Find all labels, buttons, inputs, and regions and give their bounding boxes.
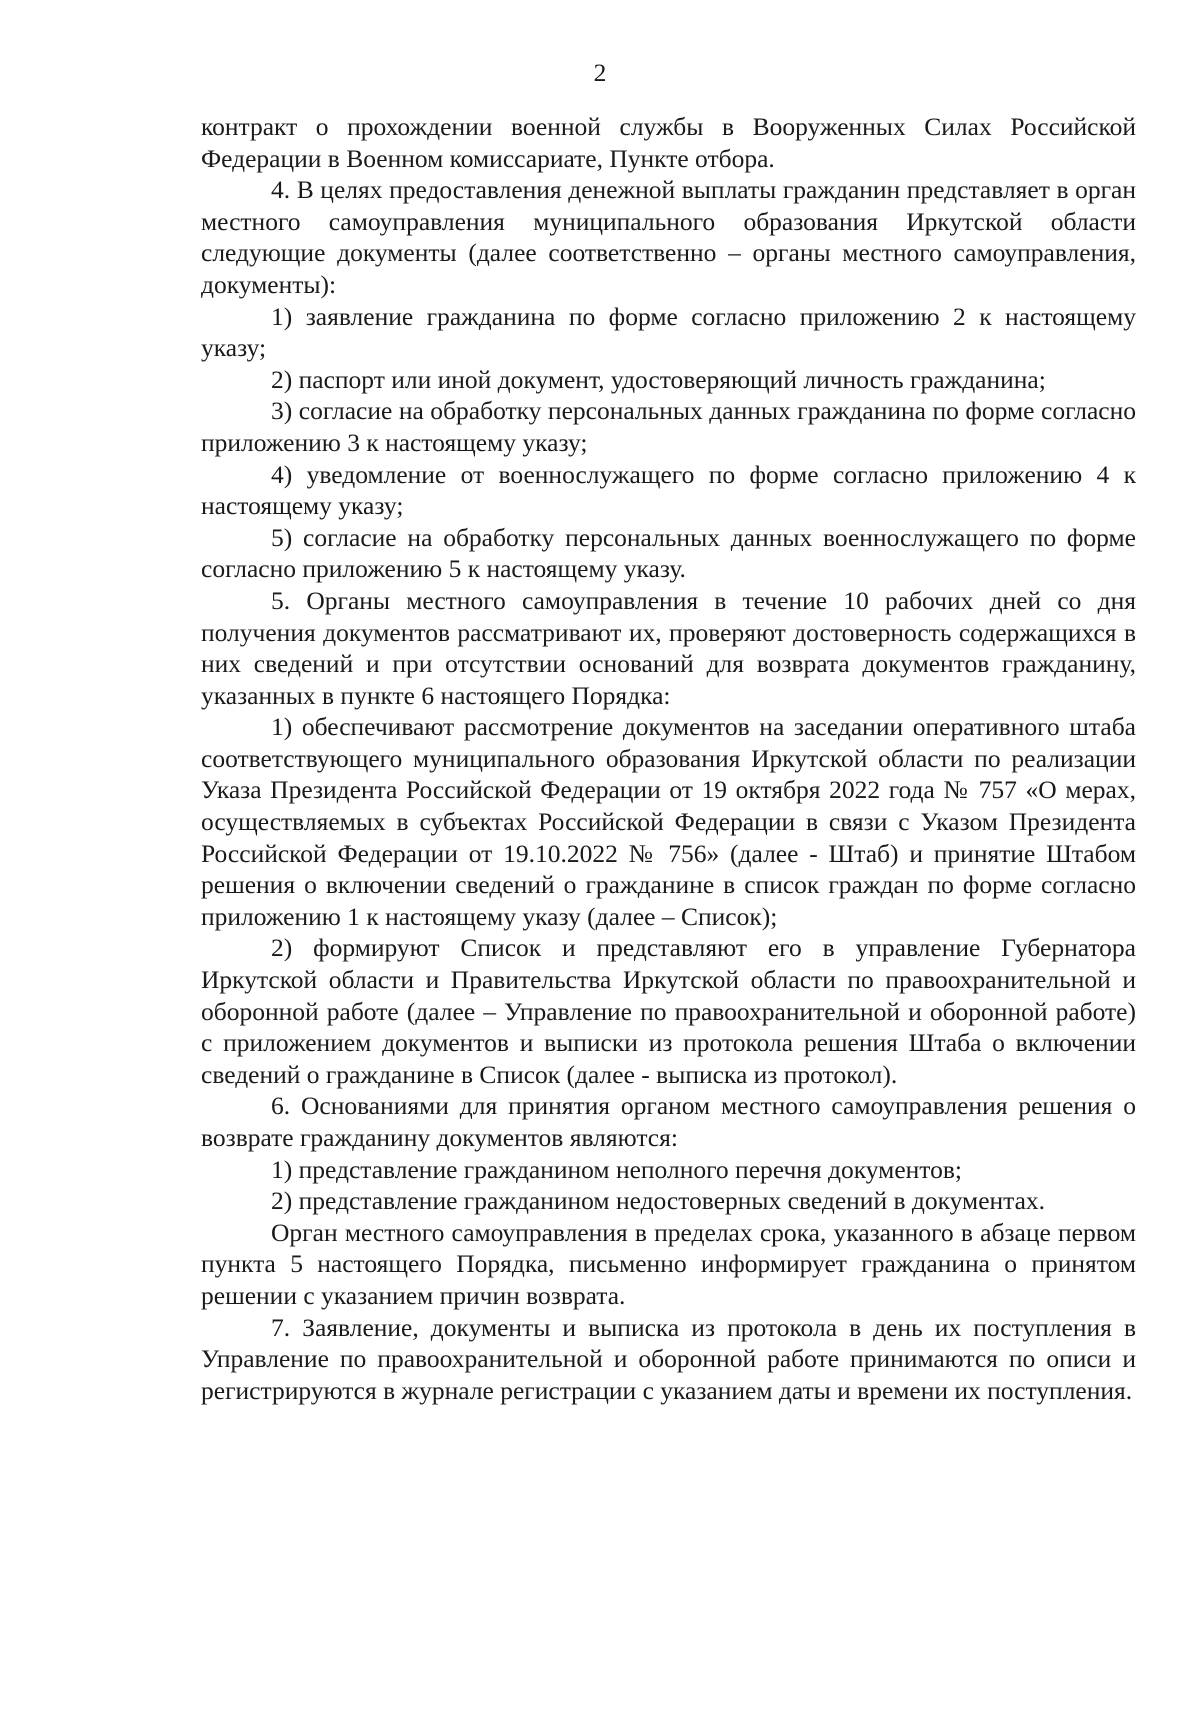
- paragraph-item-5-2: 2) формируют Список и представляют его в управление Губернатора Иркутской области и Правительства Иркутской области по правоохранительной и оборонной работе (далее – Управление по правоохранительной и оборонной работе) с приложением документов и выписки из протокола решения Штаба о включении сведений о гражданине в Список (далее - выписка из протокол).: [201, 933, 1136, 1089]
- paragraph-item-4-2: 2) паспорт или иной документ, удостоверяющий личность гражданина;: [271, 364, 1046, 394]
- paragraph-item-4-5: 5) согласие на обработку персональных данных военнослужащего по форме согласно приложению 5 к настоящему указу.: [201, 522, 1136, 584]
- paragraph-item-5-1: 1) обеспечивают рассмотрение документов на заседании оперативного штаба соответствующего муниципального образования Иркутской области по реализации Указа Президента Российской Федерации от 19 октября 2022 года № 757 «О мерах, осуществляемых в субъектах Российской Федерации в связи с Указом Президента Российской Федерации от 19.10.2022 № 756» (далее - Штаб) и принятие Штабом решения о включении сведений о гражданине в список граждан по форме согласно приложению 1 к настоящему указу (далее – Список);: [201, 712, 1136, 931]
- paragraph-item-4: 4. В целях предоставления денежной выплаты гражданин представляет в орган местного самоуправления муниципального образования Иркутской области следующие документы (далее соответственно – органы местного самоуправления, документы):: [201, 175, 1136, 299]
- paragraph-item-6-2: 2) представление гражданином недостоверных сведений в документах.: [271, 1186, 1046, 1216]
- paragraph-item-6-note: Орган местного самоуправления в пределах срока, указанного в абзаце первом пункта 5 настоящего Порядка, письменно информирует гражданина о принятом решении с указанием причин возврата.: [201, 1217, 1136, 1310]
- paragraph-item-4-1: 1) заявление гражданина по форме согласно приложению 2 к настоящему указу;: [201, 301, 1136, 363]
- paragraph-item-4-3: 3) согласие на обработку персональных данных гражданина по форме согласно приложению 3 к настоящему указу;: [201, 396, 1136, 457]
- paragraph-item-5: 5. Органы местного самоуправления в течение 10 рабочих дней со дня получения документов рассматривают их, проверяют достоверность содержащихся в них сведений и при отсутствии оснований для возврата документов гражданину, указанных в пункте 6 настоящего Порядка:: [201, 585, 1136, 710]
- paragraph-continuation: контракт о прохождении военной службы в Вооруженных Силах Российской Федерации в Военном комиссариате, Пункте отбора.: [201, 112, 1136, 173]
- paragraph-item-6-1: 1) представление гражданином неполного перечня документов;: [271, 1154, 962, 1184]
- paragraph-item-7: 7. Заявление, документы и выписка из протокола в день их поступления в Управление по правоохранительной и оборонной работе принимаются по описи и регистрируются в журнале регистрации с указанием даты и времени их поступления.: [201, 1312, 1136, 1405]
- page-number: 2: [593, 58, 607, 87]
- paragraph-item-4-4: 4) уведомление от военнослужащего по форме согласно приложению 4 к настоящему указу;: [201, 459, 1136, 521]
- paragraph-item-6: 6. Основаниями для принятия органом местного самоуправления решения о возврате гражданину документов являются:: [201, 1091, 1136, 1152]
- document-body: [201, 111, 1136, 1406]
